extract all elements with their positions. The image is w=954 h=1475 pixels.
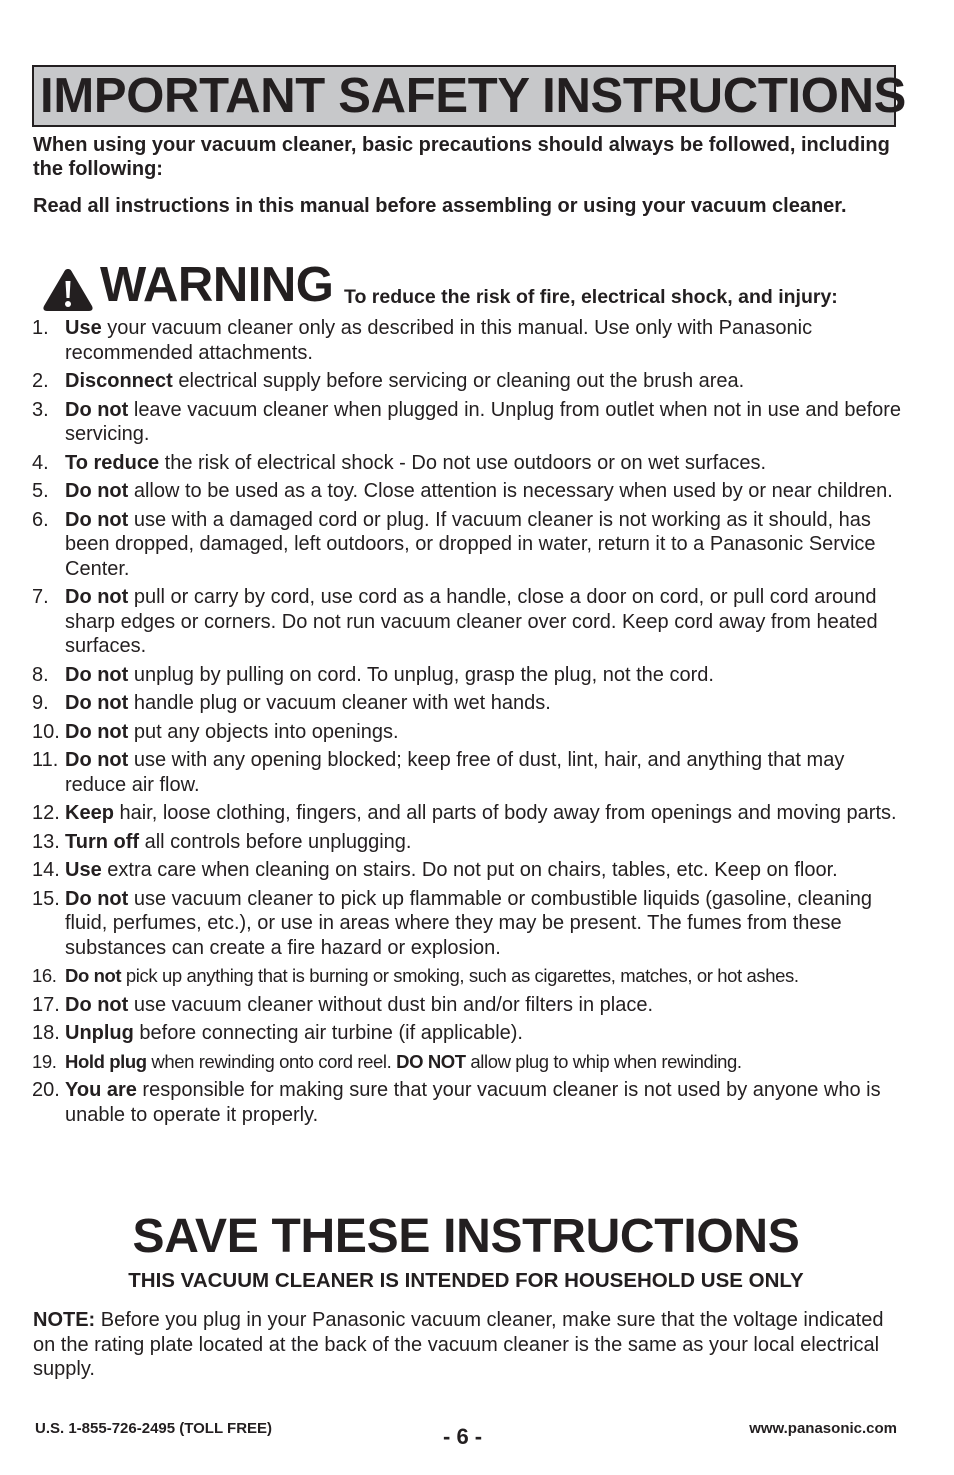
safety-item	[32, 451, 902, 476]
voltage-note	[33, 1308, 903, 1382]
safety-item	[32, 993, 902, 1018]
item-text: all controls before unplugging.	[139, 830, 412, 853]
item-text: the risk of electrical shock - Do not use outdoors or on wet surfaces.	[159, 451, 767, 474]
safety-instructions-list	[32, 316, 902, 1131]
item-keyword: Do not	[65, 993, 129, 1016]
item-number: 17.	[32, 993, 60, 1016]
item-number: 15.	[32, 887, 60, 910]
item-text: unplug by pulling on cord. To unplug, grasp the plug, not the cord.	[128, 663, 714, 686]
item-number: 14.	[32, 859, 60, 881]
safety-item	[32, 858, 902, 883]
item-text: allow plug to whip when rewinding.	[465, 1050, 742, 1072]
safety-item	[32, 508, 902, 582]
item-keyword: Do not	[65, 965, 122, 986]
safety-item	[32, 1078, 902, 1127]
item-number: 2.	[32, 370, 49, 392]
item-keyword: Use	[65, 859, 102, 881]
page-number: - 6 -	[443, 1424, 483, 1449]
item-number: 8.	[32, 663, 49, 686]
item-number: 3.	[32, 398, 49, 421]
save-instructions-heading: SAVE THESE INSTRUCTIONS	[132, 1210, 800, 1263]
item-keyword: Unplug	[65, 1022, 134, 1044]
safety-item	[32, 663, 902, 688]
warning-header	[42, 258, 902, 312]
item-text: your vacuum cleaner only as described in this manual. Use only with Panasonic recommended attachments.	[65, 317, 813, 364]
item-number: 11.	[32, 749, 59, 771]
item-keyword: Do not	[65, 480, 129, 502]
item-keyword: Do not	[65, 586, 129, 608]
item-text: use vacuum cleaner to pick up flammable or combustible liquids (gasoline, cleaning fluid, perfumes, etc.), or use in areas where they may be present. The fumes from these substances can create a fire hazard or explosion.	[65, 887, 873, 959]
safety-item	[32, 801, 902, 826]
item-number: 19.	[32, 1050, 57, 1072]
safety-item	[32, 748, 902, 797]
item-keyword: Do not	[65, 749, 129, 771]
item-text: extra care when cleaning on stairs. Do not put on chairs, tables, etc. Keep on floor.	[101, 859, 838, 881]
item-number: 5.	[32, 480, 49, 502]
safety-item	[32, 369, 902, 394]
item-number: 9.	[32, 692, 49, 714]
item-text: electrical supply before servicing or cleaning out the brush area.	[172, 370, 745, 392]
intro-precautions: When using your vacuum cleaner, basic precautions should always be followed, including the following:	[33, 134, 890, 180]
footer-phone: U.S. 1-855-726-2495 (TOLL FREE)	[35, 1420, 273, 1437]
item-number: 20.	[32, 1079, 60, 1101]
item-keyword: Do not	[65, 887, 129, 910]
item-keyword: Turn off	[65, 830, 140, 853]
item-keyword: DO NOT	[396, 1050, 466, 1072]
item-number: 6.	[32, 508, 49, 531]
item-keyword: Do not	[65, 398, 129, 421]
safety-item	[32, 1050, 902, 1075]
item-keyword: Do not	[65, 508, 129, 531]
item-keyword: Disconnect	[65, 370, 173, 392]
safety-item	[32, 479, 902, 504]
item-number: 7.	[32, 586, 49, 608]
safety-item	[32, 720, 902, 745]
item-number: 1.	[32, 317, 49, 339]
title-banner	[32, 65, 907, 127]
item-text: handle plug or vacuum cleaner with wet hands.	[128, 692, 551, 714]
item-text: before connecting air turbine (if applicable).	[133, 1022, 523, 1044]
item-keyword: You are	[65, 1079, 137, 1101]
item-text: responsible for making sure that your vacuum cleaner is not used by anyone who is unable to operate it properly.	[65, 1079, 881, 1126]
item-keyword: To reduce	[65, 451, 160, 474]
page-title: IMPORTANT SAFETY INSTRUCTIONS	[40, 69, 907, 123]
safety-item	[32, 585, 902, 659]
item-text: use vacuum cleaner without dust bin and/or filters in place.	[128, 993, 654, 1016]
item-text: hair, loose clothing, fingers, and all parts of body away from openings and moving parts.	[113, 802, 897, 824]
household-use-notice: THIS VACUUM CLEANER IS INTENDED FOR HOUSEHOLD USE ONLY	[128, 1269, 804, 1292]
item-number: 10.	[32, 720, 60, 743]
item-text: leave vacuum cleaner when plugged in. Unplug from outlet when not in use and before servicing.	[65, 398, 902, 445]
item-text: use with a damaged cord or plug. If vacuum cleaner is not working as it should, has been dropped, damaged, left outdoors, or dropped in water, return it to a Panasonic Service Center.	[65, 508, 876, 580]
item-text: put any objects into openings.	[128, 720, 399, 743]
item-text: allow to be used as a toy. Close attention is necessary when used by or near children.	[128, 480, 893, 502]
safety-item	[32, 887, 902, 961]
warning-triangle-icon	[42, 267, 94, 312]
safety-item	[32, 691, 902, 716]
safety-item	[32, 398, 902, 447]
item-number: 12.	[32, 802, 60, 824]
item-text: pick up anything that is burning or smoking, such as cigarettes, matches, or hot ashes.	[121, 965, 799, 986]
note-label: NOTE:	[33, 1309, 96, 1331]
item-keyword: Keep	[65, 802, 114, 824]
safety-item	[32, 964, 902, 989]
safety-item	[32, 316, 902, 365]
item-keyword: Use	[65, 317, 102, 339]
item-text: use with any opening blocked; keep free of dust, lint, hair, and anything that may reduce air flow.	[65, 749, 845, 796]
item-number: 4.	[32, 451, 49, 474]
item-keyword: Do not	[65, 720, 129, 743]
safety-item	[32, 830, 902, 855]
item-keyword: Do not	[65, 663, 129, 686]
footer-website: www.panasonic.com	[749, 1420, 897, 1437]
item-number: 16.	[32, 965, 57, 986]
note-text: Before you plug in your Panasonic vacuum cleaner, make sure that the voltage indicated on the rating plate located at the back of the vacuum cleaner is the same as your local electrical supply.	[33, 1309, 884, 1380]
item-text: when rewinding onto cord reel.	[146, 1050, 397, 1072]
item-number: 13.	[32, 830, 60, 853]
warning-word: WARNING	[100, 258, 334, 312]
item-number: 18.	[32, 1022, 60, 1044]
item-keyword: Do not	[65, 692, 129, 714]
warning-subtitle: To reduce the risk of fire, electrical shock, and injury:	[344, 286, 838, 308]
safety-item	[32, 1021, 902, 1046]
intro-read-instructions: Read all instructions in this manual before assembling or using your vacuum cleaner.	[33, 195, 847, 217]
item-keyword: Hold plug	[65, 1050, 147, 1072]
item-text: pull or carry by cord, use cord as a handle, close a door on cord, or pull cord around sharp edges or corners. Do not run vacuum cleaner over cord. Keep cord away from heated surfaces.	[65, 586, 878, 657]
